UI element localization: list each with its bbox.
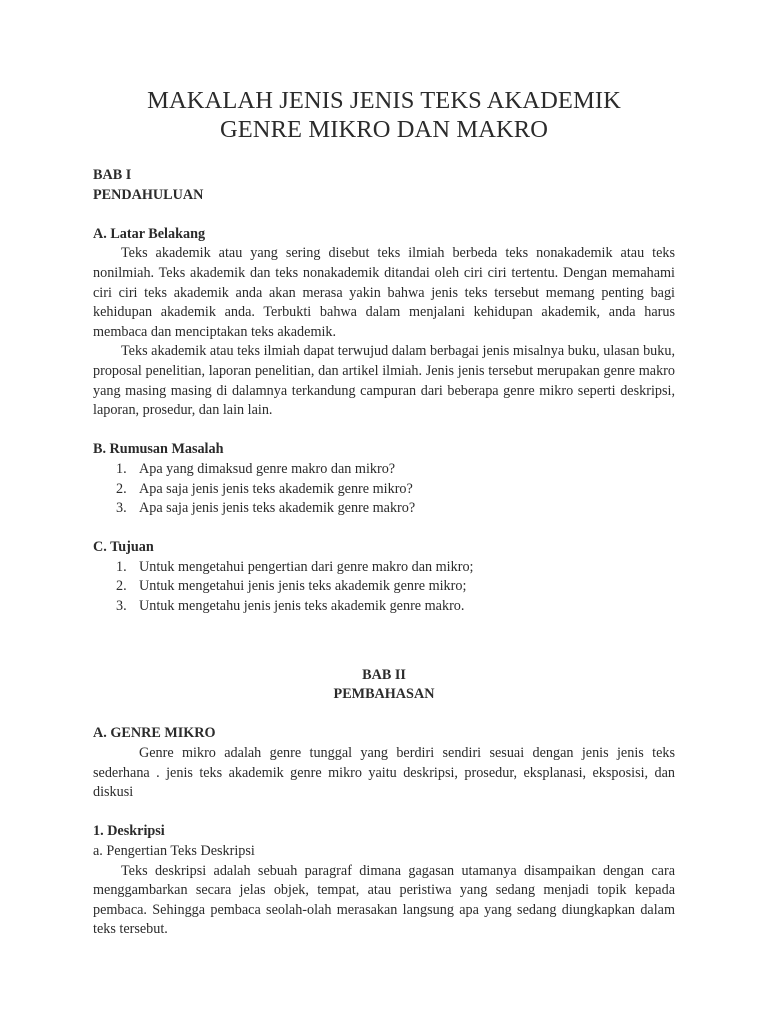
chapter-1-title: PENDAHULUAN bbox=[93, 186, 204, 203]
rumusan-masalah-list bbox=[93, 460, 675, 519]
list-item-number: 1. bbox=[116, 460, 127, 477]
document-title-line-2: GENRE MIKRO DAN MAKRO bbox=[219, 116, 549, 143]
list-item-text: Untuk mengetahui pengertian dari genre makro dan mikro; bbox=[139, 558, 474, 575]
chapter-2-title: PEMBAHASAN bbox=[333, 686, 435, 703]
rumusan-masalah-heading: B. Rumusan Masalah bbox=[93, 441, 224, 458]
list-item bbox=[93, 460, 675, 480]
list-item-number: 1. bbox=[116, 558, 127, 575]
deskripsi-heading: 1. Deskripsi bbox=[93, 823, 165, 840]
list-item bbox=[93, 577, 675, 597]
list-item-text: Apa yang dimaksud genre makro dan mikro? bbox=[139, 460, 396, 477]
list-item bbox=[93, 499, 675, 519]
latar-belakang-paragraph-1: Teks akademik atau yang sering disebut teks ilmiah berbeda teks nonakademik atau teks nonilmiah. Teks akademik dan teks nonakademik ditandai oleh ciri ciri tertentu. Dengan memahami ciri ciri teks akademik anda akan merasa yakin bahwa jenis teks tersebut memang penting bagi kehidupan akademik anda. Terbukti bahwa dalam menjalani kehidupan akademik, anda harus membaca dan menciptakan teks akademik. bbox=[93, 245, 675, 340]
latar-belakang-paragraph-2: Teks akademik atau teks ilmiah dapat terwujud dalam berbagai jenis misalnya buku, ulasan buku, proposal penelitian, laporan penelitian, dan artikel ilmiah. Jenis jenis tersebut merupakan genre makro yang masing masing di dalamnya terkandung campuran dari beberapa genre mikro seperti deskripsi, laporan, prosedur, dan lain lain. bbox=[93, 343, 675, 419]
list-item bbox=[93, 480, 675, 500]
list-item-text: Apa saja jenis jenis teks akademik genre makro? bbox=[139, 500, 416, 517]
tujuan-list bbox=[93, 558, 675, 617]
deskripsi-paragraph: Teks deskripsi adalah sebuah paragraf dimana gagasan utamanya disampaikan dengan cara menggambarkan secara jelas objek, tempat, atau peristiwa yang sedang menjadi topik kepada pembaca. Sehingga pembaca seolah-olah merasakan langsung apa yang sedang diungkapkan dalam teks tersebut. bbox=[93, 862, 675, 938]
list-item-text: Untuk mengetahui jenis jenis teks akademik genre mikro; bbox=[139, 578, 467, 595]
list-item-number: 3. bbox=[116, 598, 127, 615]
genre-mikro-paragraph: Genre mikro adalah genre tunggal yang berdiri sendiri sesuai dengan jenis jenis teks sederhana . jenis teks akademik genre mikro yaitu deskripsi, prosedur, eksplanasi, eksposisi, dan diskusi bbox=[93, 745, 675, 801]
list-item-number: 2. bbox=[116, 578, 127, 595]
genre-mikro-heading: A. GENRE MIKRO bbox=[93, 725, 216, 742]
document-title bbox=[93, 86, 675, 144]
tujuan-heading: C. Tujuan bbox=[93, 539, 154, 556]
chapter-1-label: BAB I bbox=[93, 167, 132, 183]
deskripsi-subheading: a. Pengertian Teks Deskripsi bbox=[93, 843, 255, 859]
list-item-number: 3. bbox=[116, 500, 127, 517]
list-item bbox=[93, 597, 675, 617]
chapter-2-label: BAB II bbox=[362, 666, 406, 683]
list-item-text: Untuk mengetahu jenis jenis teks akademik genre makro. bbox=[139, 598, 465, 615]
list-item bbox=[93, 558, 675, 578]
list-item-number: 2. bbox=[116, 480, 127, 497]
latar-belakang-heading: A. Latar Belakang bbox=[93, 225, 206, 242]
document-title-line-1: MAKALAH JENIS JENIS TEKS AKADEMIK bbox=[147, 87, 621, 114]
list-item-text: Apa saja jenis jenis teks akademik genre mikro? bbox=[139, 480, 413, 497]
